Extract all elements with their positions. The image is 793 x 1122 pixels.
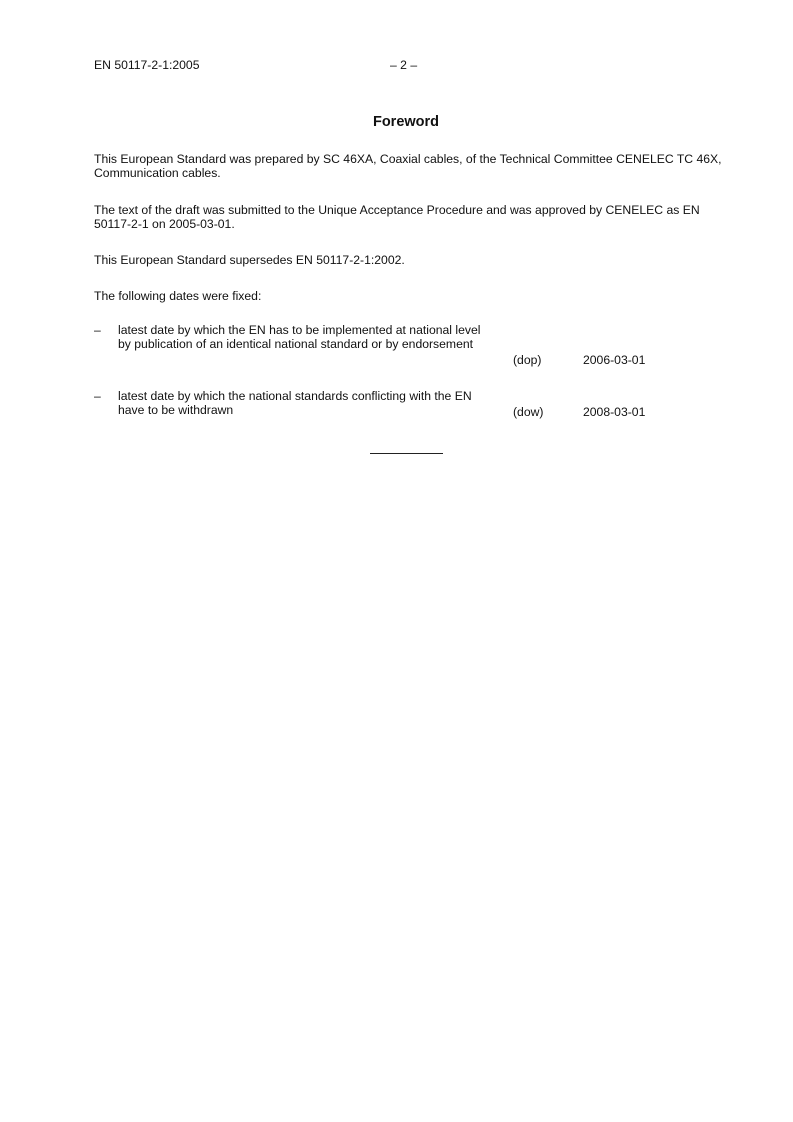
list-bullet: – [94,389,101,403]
date-item-dop [94,323,694,367]
date-item-text: latest date by which the national standards conflicting with the EN have to be withdrawn [118,389,472,417]
document-id: EN 50117-2-1:2005 [94,58,200,72]
page-number: – 2 – [390,58,418,72]
date-item-date: 2008-03-01 [583,405,646,419]
paragraph-dates-intro: The following dates were fixed: [94,289,262,303]
date-item-code: (dop) [513,353,542,367]
paragraph-prepared-by: This European Standard was prepared by SC 46XA, Coaxial cables, of the Technical Committee CENELEC TC 46X, Communication cables. [94,152,722,180]
paragraph-supersedes: This European Standard supersedes EN 50117-2-1:2002. [94,253,405,267]
date-item-date: 2006-03-01 [583,353,646,367]
date-item-dow [94,389,694,419]
list-bullet: – [94,323,101,337]
section-end-rule [370,453,443,454]
date-item-code: (dow) [513,405,544,419]
section-title: Foreword [372,114,440,130]
date-item-text: latest date by which the EN has to be implemented at national level by publication of an identical national standard or by endorsement [118,323,481,351]
paragraph-approval: The text of the draft was submitted to the Unique Acceptance Procedure and was approved by CENELEC as EN 50117-2-1 on 2005-03-01. [94,203,700,231]
